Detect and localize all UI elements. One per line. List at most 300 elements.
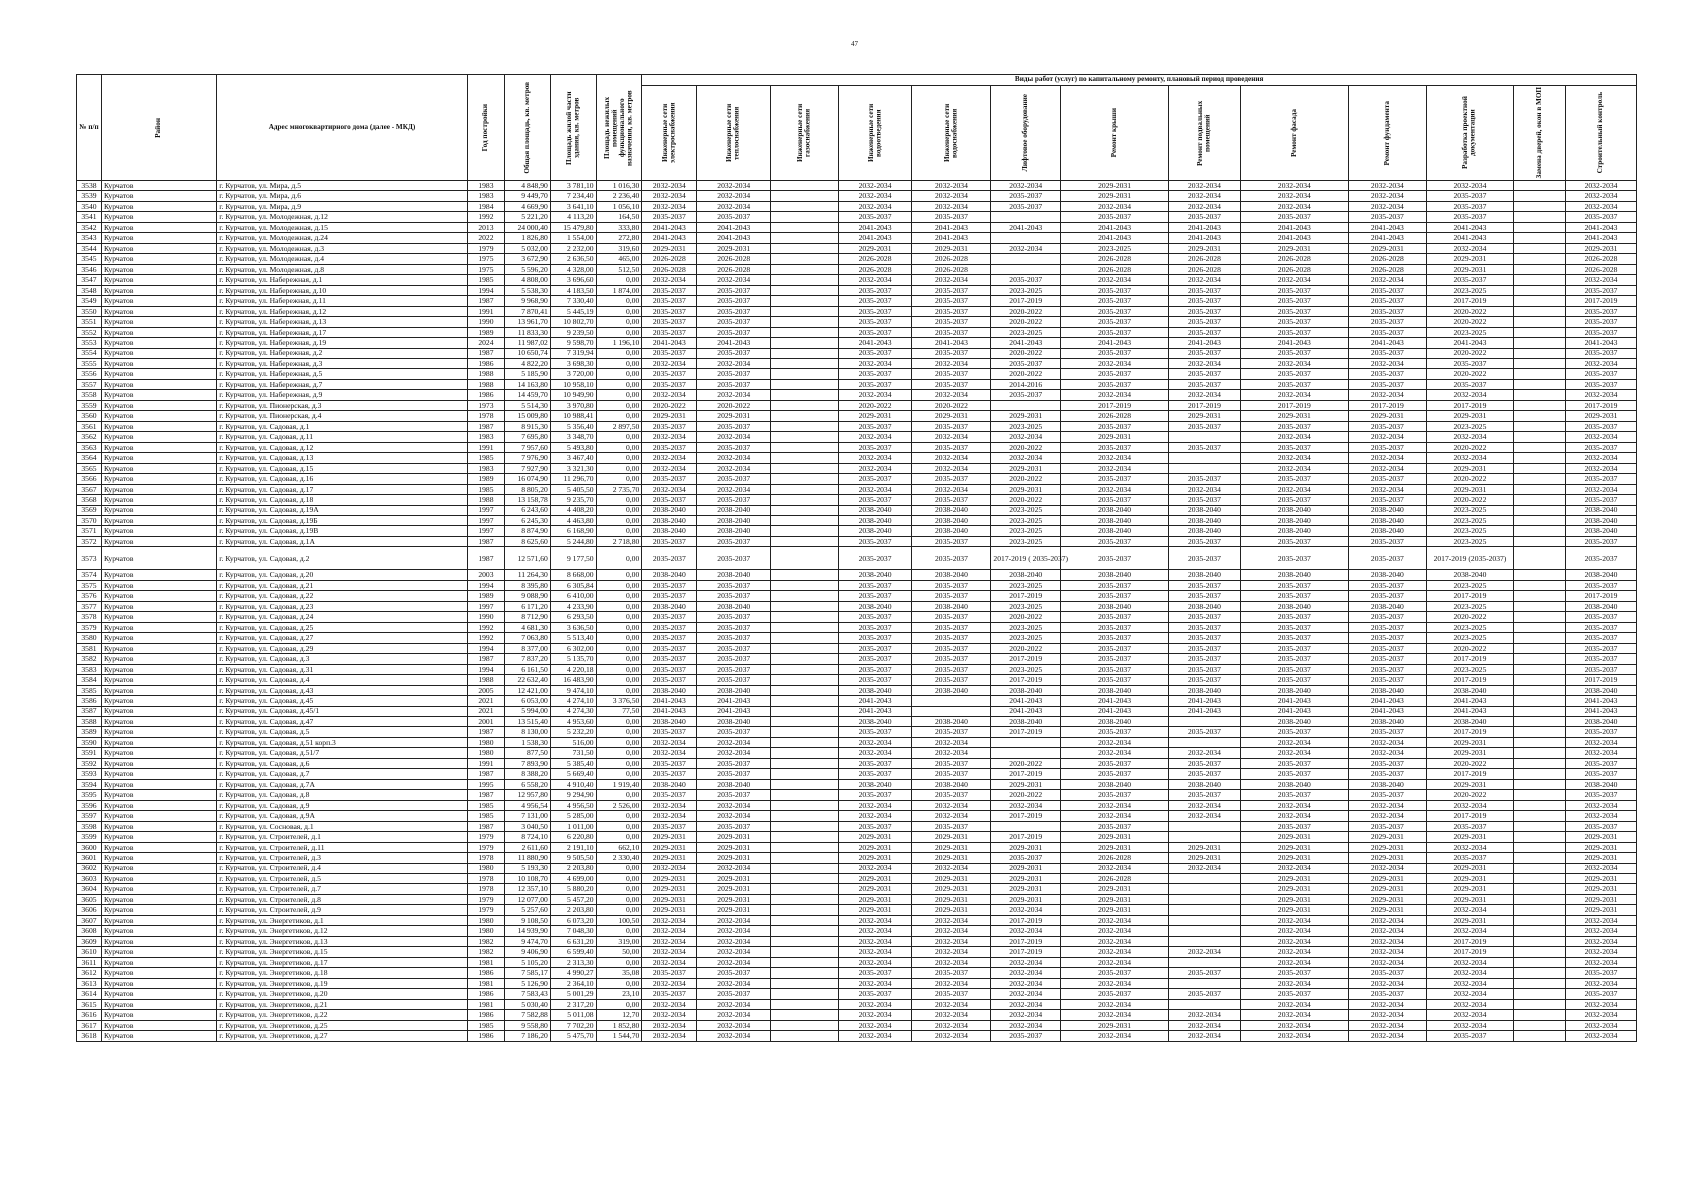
cell-work-3: 2032-2034 bbox=[838, 947, 912, 957]
cell-work-12: 2032-2034 bbox=[1566, 915, 1637, 925]
cell-work-2 bbox=[771, 453, 839, 463]
cell-living-area: 9 598,70 bbox=[550, 338, 596, 348]
cell-work-11 bbox=[1514, 442, 1566, 452]
cell-num: 3617 bbox=[77, 1020, 102, 1030]
cell-work-11 bbox=[1514, 685, 1566, 695]
cell-work-11 bbox=[1514, 526, 1566, 536]
cell-year: 2013 bbox=[467, 222, 504, 232]
cell-num: 3561 bbox=[77, 421, 102, 431]
cell-num: 3543 bbox=[77, 233, 102, 243]
table-row bbox=[77, 633, 1637, 643]
cell-work-0: 2035-2037 bbox=[642, 790, 697, 800]
cell-work-3: 2032-2034 bbox=[838, 390, 912, 400]
cell-work-0: 2032-2034 bbox=[642, 432, 697, 442]
table-row bbox=[77, 338, 1637, 348]
cell-work-4: 2038-2040 bbox=[912, 685, 991, 695]
cell-work-4: 2029-2031 bbox=[912, 411, 991, 421]
cell-work-6: 2032-2034 bbox=[1061, 999, 1169, 1009]
cell-work-1: 2032-2034 bbox=[697, 191, 771, 201]
cell-work-4: 2035-2037 bbox=[912, 536, 991, 546]
cell-work-5: 2020-2022 bbox=[991, 317, 1061, 327]
cell-address: г. Курчатов, ул. Садовая, д.1 bbox=[217, 421, 467, 431]
cell-work-12: 2035-2037 bbox=[1566, 989, 1637, 999]
table-row bbox=[77, 358, 1637, 368]
table-row bbox=[77, 842, 1637, 852]
cell-work-8: 2038-2040 bbox=[1240, 516, 1348, 526]
cell-work-6: 2035-2037 bbox=[1061, 968, 1169, 978]
cell-work-8: 2035-2037 bbox=[1240, 296, 1348, 306]
cell-num: 3604 bbox=[77, 884, 102, 894]
cell-work-9: 2035-2037 bbox=[1348, 212, 1426, 222]
cell-work-7: 2017-2019 bbox=[1169, 400, 1241, 410]
cell-nonliving-area: 319,60 bbox=[596, 243, 642, 253]
cell-address: г. Курчатов, ул. Садовая, д.45 bbox=[217, 696, 467, 706]
cell-work-6: 2035-2037 bbox=[1061, 306, 1169, 316]
cell-living-area: 4 113,20 bbox=[550, 212, 596, 222]
cell-living-area: 2 636,50 bbox=[550, 254, 596, 264]
cell-work-12: 2029-2031 bbox=[1566, 411, 1637, 421]
cell-work-2 bbox=[771, 696, 839, 706]
cell-work-4: 2035-2037 bbox=[912, 769, 991, 779]
cell-work-1: 2035-2037 bbox=[697, 327, 771, 337]
cell-work-9: 2029-2031 bbox=[1348, 894, 1426, 904]
cell-work-6: 2032-2034 bbox=[1061, 453, 1169, 463]
cell-work-0: 2035-2037 bbox=[642, 421, 697, 431]
cell-work-5: 2023-2025 bbox=[991, 580, 1061, 590]
cell-work-4: 2035-2037 bbox=[912, 758, 991, 768]
cell-num: 3558 bbox=[77, 390, 102, 400]
table-row bbox=[77, 275, 1637, 285]
cell-work-10: 2032-2034 bbox=[1426, 181, 1513, 191]
cell-nonliving-area: 0,00 bbox=[596, 769, 642, 779]
cell-work-0: 2020-2022 bbox=[642, 400, 697, 410]
cell-work-8: 2035-2037 bbox=[1240, 612, 1348, 622]
cell-district: Курчатов bbox=[101, 547, 216, 570]
cell-district: Курчатов bbox=[101, 696, 216, 706]
cell-work-7: 2035-2037 bbox=[1169, 348, 1241, 358]
cell-work-8: 2017-2019 bbox=[1240, 400, 1348, 410]
cell-work-8: 2035-2037 bbox=[1240, 821, 1348, 831]
cell-work-2 bbox=[771, 212, 839, 222]
cell-work-8: 2032-2034 bbox=[1240, 191, 1348, 201]
cell-work-1: 2038-2040 bbox=[697, 516, 771, 526]
cell-work-2 bbox=[771, 306, 839, 316]
cell-work-2 bbox=[771, 811, 839, 821]
cell-work-6: 2017-2019 bbox=[1061, 400, 1169, 410]
cell-living-area: 16 483,90 bbox=[550, 675, 596, 685]
cell-work-0: 2035-2037 bbox=[642, 536, 697, 546]
cell-num: 3592 bbox=[77, 758, 102, 768]
cell-work-7: 2038-2040 bbox=[1169, 570, 1241, 580]
cell-work-12: 2038-2040 bbox=[1566, 685, 1637, 695]
cell-work-5: 2020-2022 bbox=[991, 306, 1061, 316]
cell-living-area: 6 168,90 bbox=[550, 526, 596, 536]
cell-work-10: 2023-2025 bbox=[1426, 633, 1513, 643]
cell-work-4: 2038-2040 bbox=[912, 716, 991, 726]
cell-living-area: 1 554,00 bbox=[550, 233, 596, 243]
cell-work-3: 2032-2034 bbox=[838, 978, 912, 988]
cell-living-area: 3 641,10 bbox=[550, 201, 596, 211]
cell-num: 3579 bbox=[77, 622, 102, 632]
cell-work-8: 2032-2034 bbox=[1240, 453, 1348, 463]
cell-year: 1982 bbox=[467, 936, 504, 946]
cell-work-3: 2035-2037 bbox=[838, 369, 912, 379]
cell-district: Курчатов bbox=[101, 181, 216, 191]
cell-work-7 bbox=[1169, 884, 1241, 894]
cell-work-2 bbox=[771, 327, 839, 337]
cell-work-2 bbox=[771, 654, 839, 664]
cell-year: 1979 bbox=[467, 842, 504, 852]
col-work-8: Ремонт фасада bbox=[1240, 86, 1348, 181]
cell-work-11 bbox=[1514, 591, 1566, 601]
cell-work-0: 2038-2040 bbox=[642, 685, 697, 695]
cell-year: 1997 bbox=[467, 516, 504, 526]
cell-num: 3587 bbox=[77, 706, 102, 716]
cell-total-area: 6 558,20 bbox=[505, 779, 551, 789]
cell-living-area: 4 183,50 bbox=[550, 285, 596, 295]
cell-nonliving-area: 0,00 bbox=[596, 453, 642, 463]
cell-work-0: 2032-2034 bbox=[642, 484, 697, 494]
cell-work-2 bbox=[771, 821, 839, 831]
cell-work-5: 2017-2019 bbox=[991, 947, 1061, 957]
cell-work-8: 2032-2034 bbox=[1240, 863, 1348, 873]
cell-district: Курчатов bbox=[101, 379, 216, 389]
cell-work-8: 2032-2034 bbox=[1240, 275, 1348, 285]
cell-work-9: 2032-2034 bbox=[1348, 978, 1426, 988]
cell-work-5: 2032-2034 bbox=[991, 989, 1061, 999]
cell-work-9: 2032-2034 bbox=[1348, 463, 1426, 473]
cell-work-3: 2035-2037 bbox=[838, 664, 912, 674]
cell-year: 1990 bbox=[467, 317, 504, 327]
cell-total-area: 6 171,20 bbox=[505, 601, 551, 611]
cell-total-area: 5 105,20 bbox=[505, 957, 551, 967]
cell-work-6: 2032-2034 bbox=[1061, 811, 1169, 821]
cell-total-area: 7 927,90 bbox=[505, 463, 551, 473]
cell-work-5: 2029-2031 bbox=[991, 863, 1061, 873]
cell-work-2 bbox=[771, 570, 839, 580]
cell-work-5: 2032-2034 bbox=[991, 243, 1061, 253]
cell-work-10: 2032-2034 bbox=[1426, 453, 1513, 463]
cell-work-6: 2023-2025 bbox=[1061, 243, 1169, 253]
cell-living-area: 10 949,90 bbox=[550, 390, 596, 400]
cell-year: 1991 bbox=[467, 758, 504, 768]
cell-living-area: 3 348,70 bbox=[550, 432, 596, 442]
table-row bbox=[77, 222, 1637, 232]
cell-work-7: 2035-2037 bbox=[1169, 591, 1241, 601]
cell-num: 3545 bbox=[77, 254, 102, 264]
cell-work-5: 2035-2037 bbox=[991, 191, 1061, 201]
cell-work-0: 2035-2037 bbox=[642, 306, 697, 316]
cell-work-8: 2032-2034 bbox=[1240, 915, 1348, 925]
cell-work-9: 2032-2034 bbox=[1348, 181, 1426, 191]
cell-work-10: 2035-2037 bbox=[1426, 191, 1513, 201]
cell-total-area: 22 632,40 bbox=[505, 675, 551, 685]
cell-work-1: 2035-2037 bbox=[697, 348, 771, 358]
cell-work-12: 2029-2031 bbox=[1566, 874, 1637, 884]
cell-work-7 bbox=[1169, 978, 1241, 988]
cell-work-7: 2035-2037 bbox=[1169, 727, 1241, 737]
cell-address: г. Курчатов, ул. Строителей, д.8 bbox=[217, 894, 467, 904]
table-row bbox=[77, 884, 1637, 894]
cell-work-9: 2035-2037 bbox=[1348, 675, 1426, 685]
cell-work-12: 2017-2019 bbox=[1566, 675, 1637, 685]
cell-work-8: 2035-2037 bbox=[1240, 547, 1348, 570]
cell-work-6: 2035-2037 bbox=[1061, 379, 1169, 389]
cell-work-12: 2035-2037 bbox=[1566, 790, 1637, 800]
cell-work-10: 2029-2031 bbox=[1426, 463, 1513, 473]
cell-year: 1986 bbox=[467, 989, 504, 999]
cell-work-5: 2017-2019 bbox=[991, 296, 1061, 306]
cell-year: 2024 bbox=[467, 338, 504, 348]
cell-living-area: 11 296,70 bbox=[550, 474, 596, 484]
cell-work-9: 2035-2037 bbox=[1348, 327, 1426, 337]
cell-work-4: 2032-2034 bbox=[912, 191, 991, 201]
cell-district: Курчатов bbox=[101, 306, 216, 316]
cell-total-area: 7 870,41 bbox=[505, 306, 551, 316]
cell-nonliving-area: 0,00 bbox=[596, 580, 642, 590]
cell-work-9: 2035-2037 bbox=[1348, 664, 1426, 674]
cell-work-10: 2029-2031 bbox=[1426, 832, 1513, 842]
cell-address: г. Курчатов, ул. Набережная, д.2 bbox=[217, 348, 467, 358]
cell-work-12: 2029-2031 bbox=[1566, 243, 1637, 253]
cell-work-0: 2029-2031 bbox=[642, 905, 697, 915]
cell-work-6: 2038-2040 bbox=[1061, 716, 1169, 726]
cell-work-0: 2035-2037 bbox=[642, 968, 697, 978]
cell-address: г. Курчатов, ул. Садовая, д.7 bbox=[217, 769, 467, 779]
cell-work-1: 2035-2037 bbox=[697, 622, 771, 632]
cell-address: г. Курчатов, ул. Строителей, д.5 bbox=[217, 874, 467, 884]
cell-work-10: 2020-2022 bbox=[1426, 643, 1513, 653]
cell-work-11 bbox=[1514, 453, 1566, 463]
cell-work-5 bbox=[991, 233, 1061, 243]
cell-address: г. Курчатов, ул. Молодежная, д.24 bbox=[217, 233, 467, 243]
cell-nonliving-area: 0,00 bbox=[596, 526, 642, 536]
cell-work-9: 2035-2037 bbox=[1348, 547, 1426, 570]
cell-year: 1984 bbox=[467, 201, 504, 211]
cell-address: г. Курчатов, ул. Сосновая, д.1 bbox=[217, 821, 467, 831]
cell-work-2 bbox=[771, 874, 839, 884]
cell-work-10: 2023-2025 bbox=[1426, 622, 1513, 632]
cell-district: Курчатов bbox=[101, 327, 216, 337]
cell-work-7: 2035-2037 bbox=[1169, 643, 1241, 653]
cell-work-7: 2035-2037 bbox=[1169, 547, 1241, 570]
cell-living-area: 10 958,10 bbox=[550, 379, 596, 389]
cell-work-0: 2035-2037 bbox=[642, 285, 697, 295]
cell-work-11 bbox=[1514, 338, 1566, 348]
cell-work-3: 2029-2031 bbox=[838, 411, 912, 421]
cell-work-7: 2038-2040 bbox=[1169, 526, 1241, 536]
cell-work-3: 2032-2034 bbox=[838, 453, 912, 463]
cell-living-area: 5 493,80 bbox=[550, 442, 596, 452]
cell-num: 3598 bbox=[77, 821, 102, 831]
cell-work-1: 2035-2037 bbox=[697, 758, 771, 768]
cell-living-area: 2 317,20 bbox=[550, 999, 596, 1009]
cell-work-3: 2035-2037 bbox=[838, 790, 912, 800]
cell-work-3: 2029-2031 bbox=[838, 842, 912, 852]
cell-work-6: 2035-2037 bbox=[1061, 547, 1169, 570]
cell-address: г. Курчатов, ул. Энергетиков, д.20 bbox=[217, 989, 467, 999]
cell-district: Курчатов bbox=[101, 601, 216, 611]
cell-address: г. Курчатов, ул. Мира, д.9 bbox=[217, 201, 467, 211]
cell-num: 3566 bbox=[77, 474, 102, 484]
table-row bbox=[77, 968, 1637, 978]
cell-living-area: 9 505,50 bbox=[550, 853, 596, 863]
cell-work-8: 2035-2037 bbox=[1240, 622, 1348, 632]
cell-work-3: 2029-2031 bbox=[838, 832, 912, 842]
cell-work-12: 2032-2034 bbox=[1566, 936, 1637, 946]
cell-num: 3564 bbox=[77, 453, 102, 463]
cell-work-12: 2017-2019 bbox=[1566, 591, 1637, 601]
cell-work-2 bbox=[771, 400, 839, 410]
cell-work-6: 2035-2037 bbox=[1061, 536, 1169, 546]
cell-work-3: 2035-2037 bbox=[838, 758, 912, 768]
cell-work-5: 2032-2034 bbox=[991, 1020, 1061, 1030]
cell-address: г. Курчатов, ул. Садовая, д.51/7 bbox=[217, 748, 467, 758]
cell-work-11 bbox=[1514, 758, 1566, 768]
cell-work-7: 2041-2043 bbox=[1169, 233, 1241, 243]
cell-work-8: 2041-2043 bbox=[1240, 706, 1348, 716]
cell-year: 1992 bbox=[467, 212, 504, 222]
cell-work-7: 2026-2028 bbox=[1169, 264, 1241, 274]
cell-total-area: 11 833,30 bbox=[505, 327, 551, 337]
cell-district: Курчатов bbox=[101, 685, 216, 695]
cell-year: 1987 bbox=[467, 547, 504, 570]
cell-work-1: 2032-2034 bbox=[697, 275, 771, 285]
cell-work-9: 2032-2034 bbox=[1348, 1020, 1426, 1030]
cell-work-9: 2035-2037 bbox=[1348, 989, 1426, 999]
cell-nonliving-area: 0,00 bbox=[596, 664, 642, 674]
cell-work-0: 2041-2043 bbox=[642, 338, 697, 348]
cell-nonliving-area: 0,00 bbox=[596, 463, 642, 473]
cell-work-4: 2029-2031 bbox=[912, 874, 991, 884]
cell-total-area: 11 880,90 bbox=[505, 853, 551, 863]
cell-work-10: 2017-2019 bbox=[1426, 591, 1513, 601]
cell-work-11 bbox=[1514, 716, 1566, 726]
cell-work-8: 2032-2034 bbox=[1240, 926, 1348, 936]
cell-year: 1994 bbox=[467, 664, 504, 674]
cell-year: 1983 bbox=[467, 463, 504, 473]
cell-work-1: 2035-2037 bbox=[697, 821, 771, 831]
cell-work-5: 2038-2040 bbox=[991, 570, 1061, 580]
cell-work-10: 2038-2040 bbox=[1426, 570, 1513, 580]
cell-work-10: 2041-2043 bbox=[1426, 338, 1513, 348]
col-work-12: Строительный контроль bbox=[1566, 86, 1637, 181]
cell-work-6: 2026-2028 bbox=[1061, 254, 1169, 264]
cell-work-3: 2032-2034 bbox=[838, 275, 912, 285]
cell-address: г. Курчатов, ул. Садовая, д.2 bbox=[217, 547, 467, 570]
cell-work-1: 2026-2028 bbox=[697, 254, 771, 264]
cell-total-area: 8 712,90 bbox=[505, 612, 551, 622]
cell-work-0: 2035-2037 bbox=[642, 758, 697, 768]
cell-work-9: 2032-2034 bbox=[1348, 484, 1426, 494]
cell-work-8: 2035-2037 bbox=[1240, 664, 1348, 674]
cell-address: г. Курчатов, ул. Набережная, д.9 bbox=[217, 390, 467, 400]
cell-total-area: 7 186,20 bbox=[505, 1031, 551, 1041]
cell-work-6: 2029-2031 bbox=[1061, 905, 1169, 915]
cell-address: г. Курчатов, ул. Молодежная, д.3 bbox=[217, 243, 467, 253]
cell-work-10: 2032-2034 bbox=[1426, 1010, 1513, 1020]
cell-district: Курчатов bbox=[101, 905, 216, 915]
table-body bbox=[77, 181, 1637, 1042]
cell-work-6: 2035-2037 bbox=[1061, 348, 1169, 358]
cell-num: 3585 bbox=[77, 685, 102, 695]
cell-work-10: 2029-2031 bbox=[1426, 915, 1513, 925]
cell-address: г. Курчатов, ул. Садовая, д.15 bbox=[217, 463, 467, 473]
cell-address: г. Курчатов, ул. Садовая, д.21 bbox=[217, 580, 467, 590]
cell-work-6: 2026-2028 bbox=[1061, 264, 1169, 274]
cell-work-5: 2035-2037 bbox=[991, 853, 1061, 863]
cell-work-4: 2032-2034 bbox=[912, 1020, 991, 1030]
cell-work-12: 2032-2034 bbox=[1566, 181, 1637, 191]
cell-work-0: 2038-2040 bbox=[642, 779, 697, 789]
cell-work-2 bbox=[771, 716, 839, 726]
cell-work-2 bbox=[771, 800, 839, 810]
cell-year: 1987 bbox=[467, 727, 504, 737]
cell-work-0: 2035-2037 bbox=[642, 654, 697, 664]
cell-district: Курчатов bbox=[101, 317, 216, 327]
cell-work-11 bbox=[1514, 853, 1566, 863]
cell-work-6: 2032-2034 bbox=[1061, 1031, 1169, 1041]
cell-work-2 bbox=[771, 957, 839, 967]
cell-work-5: 2020-2022 bbox=[991, 643, 1061, 653]
cell-work-6: 2029-2031 bbox=[1061, 884, 1169, 894]
cell-work-9: 2032-2034 bbox=[1348, 275, 1426, 285]
cell-work-3: 2038-2040 bbox=[838, 505, 912, 515]
cell-work-8: 2035-2037 bbox=[1240, 474, 1348, 484]
cell-work-4: 2035-2037 bbox=[912, 790, 991, 800]
cell-work-4: 2038-2040 bbox=[912, 570, 991, 580]
cell-work-9: 2032-2034 bbox=[1348, 390, 1426, 400]
cell-work-7: 2038-2040 bbox=[1169, 779, 1241, 789]
cell-work-12: 2041-2043 bbox=[1566, 222, 1637, 232]
cell-work-9: 2035-2037 bbox=[1348, 317, 1426, 327]
cell-living-area: 4 220,18 bbox=[550, 664, 596, 674]
cell-work-10: 2035-2037 bbox=[1426, 853, 1513, 863]
cell-num: 3574 bbox=[77, 570, 102, 580]
cell-work-10: 2041-2043 bbox=[1426, 222, 1513, 232]
cell-nonliving-area: 272,80 bbox=[596, 233, 642, 243]
cell-living-area: 2 191,10 bbox=[550, 842, 596, 852]
cell-work-8: 2032-2034 bbox=[1240, 737, 1348, 747]
cell-work-0: 2032-2034 bbox=[642, 181, 697, 191]
cell-address: г. Курчатов, ул. Садовая, д.4 bbox=[217, 675, 467, 685]
cell-living-area: 5 135,70 bbox=[550, 654, 596, 664]
cell-address: г. Курчатов, ул. Садовая, д.16 bbox=[217, 474, 467, 484]
cell-work-12: 2032-2034 bbox=[1566, 978, 1637, 988]
cell-total-area: 3 040,50 bbox=[505, 821, 551, 831]
table-row bbox=[77, 495, 1637, 505]
table-row bbox=[77, 591, 1637, 601]
col-work-9: Ремонт фундамента bbox=[1348, 86, 1426, 181]
cell-work-9: 2026-2028 bbox=[1348, 264, 1426, 274]
cell-work-7: 2032-2034 bbox=[1169, 484, 1241, 494]
cell-work-10: 2029-2031 bbox=[1426, 484, 1513, 494]
cell-work-12: 2041-2043 bbox=[1566, 233, 1637, 243]
cell-work-11 bbox=[1514, 790, 1566, 800]
table-row bbox=[77, 570, 1637, 580]
cell-num: 3594 bbox=[77, 779, 102, 789]
cell-num: 3597 bbox=[77, 811, 102, 821]
cell-work-9: 2032-2034 bbox=[1348, 453, 1426, 463]
cell-work-7: 2035-2037 bbox=[1169, 421, 1241, 431]
cell-living-area: 5 001,29 bbox=[550, 989, 596, 999]
cell-num: 3570 bbox=[77, 516, 102, 526]
cell-work-2 bbox=[771, 968, 839, 978]
cell-district: Курчатов bbox=[101, 654, 216, 664]
cell-work-3: 2038-2040 bbox=[838, 779, 912, 789]
cell-address: г. Курчатов, ул. Садовая, д.6 bbox=[217, 758, 467, 768]
cell-work-10: 2035-2037 bbox=[1426, 201, 1513, 211]
